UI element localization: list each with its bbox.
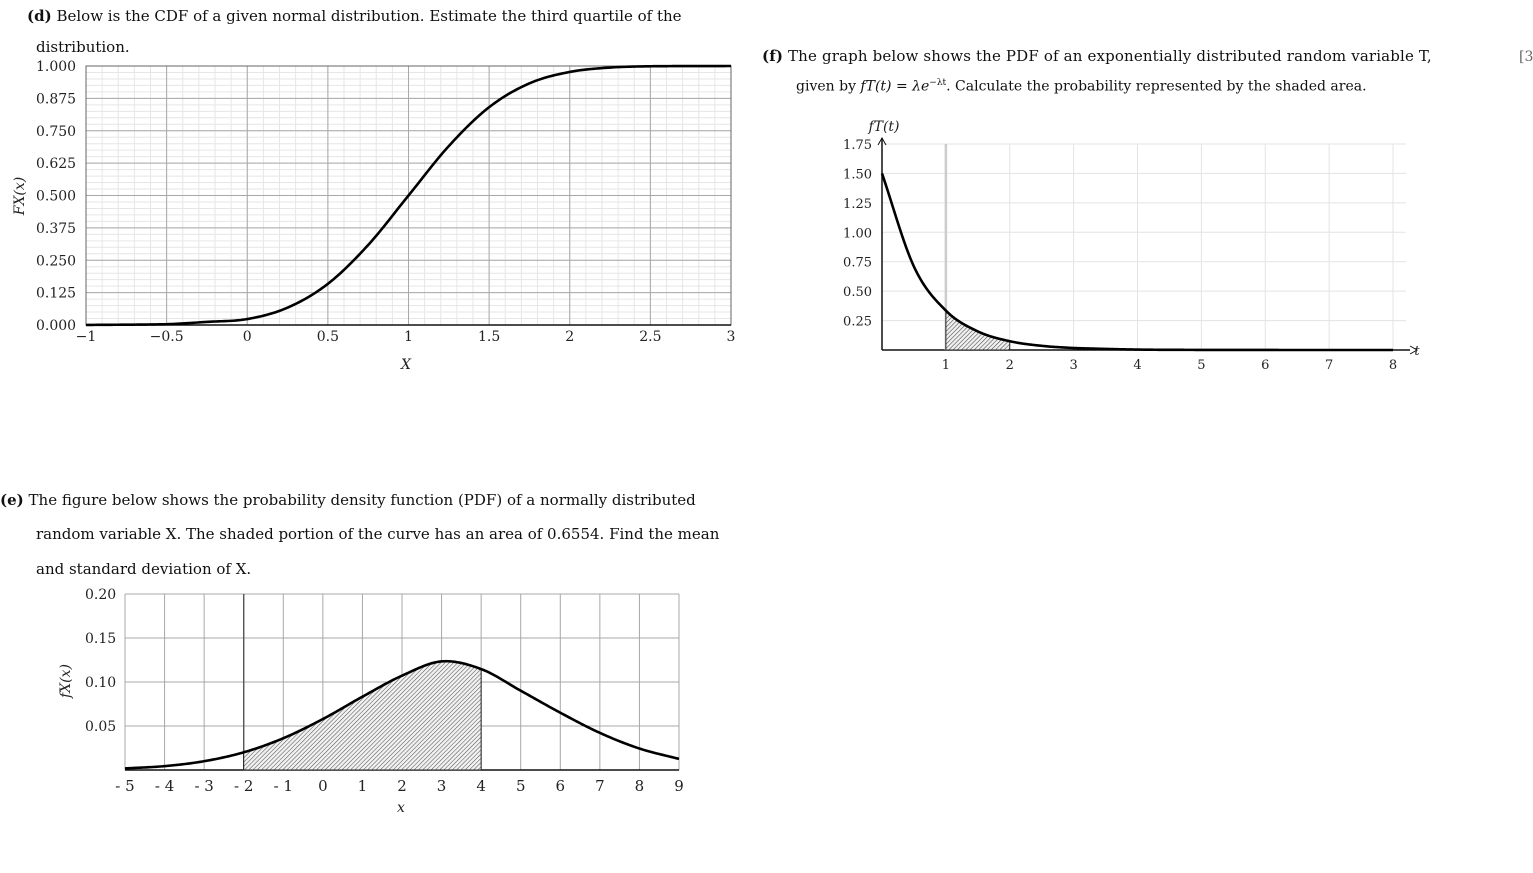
question-f-text1: The graph below shows the PDF of an exponentially distributed random variable T, xyxy=(788,47,1432,65)
normal-y-tick-label: 0.05 xyxy=(85,719,117,735)
exp-x-tick-label: 1 xyxy=(941,358,951,373)
exp-x-tick-label: 7 xyxy=(1324,358,1334,373)
question-f-text2-post: . Calculate the probability represented by the shaded area. xyxy=(946,78,1367,95)
question-f-formula: fT(t) = λe xyxy=(860,78,930,95)
normal-x-tick-label: 9 xyxy=(674,777,684,795)
cdf-x-tick-label: 1.5 xyxy=(477,329,501,345)
question-f-text2-pre: given by xyxy=(796,78,861,95)
exp-x-tick-label: 3 xyxy=(1069,358,1078,373)
normal-x-tick-label: 4 xyxy=(476,777,486,795)
cdf-y-tick-label: 0.625 xyxy=(36,156,77,173)
question-f-formula-exponent: −λt xyxy=(929,78,947,88)
exp-y-tick-label: 0.75 xyxy=(843,255,872,271)
cdf-x-tick-label: 1 xyxy=(404,329,413,345)
question-e-line3: and standard deviation of X. xyxy=(36,560,252,578)
exp-x-tick-label: 8 xyxy=(1388,358,1398,373)
cdf-x-axis-label: X xyxy=(401,357,411,373)
question-d-line2: distribution. xyxy=(36,38,130,56)
normal-x-tick-label: 1 xyxy=(357,777,368,795)
normal-x-tick-label: 0 xyxy=(318,777,328,795)
question-e-text1: The figure below shows the probability density function (PDF) of a normally distributed xyxy=(28,491,696,509)
normal-x-tick-label: 7 xyxy=(595,777,605,795)
cdf-x-tick-label: 3 xyxy=(726,329,736,345)
question-f-label: (f) xyxy=(762,47,784,65)
exp-y-axis-label: fT(t) xyxy=(868,119,900,135)
normal-y-tick-label: 0.10 xyxy=(85,675,117,691)
exp-y-tick-label: 1.75 xyxy=(843,138,872,153)
normal-x-tick-label: 5 xyxy=(515,777,526,795)
question-f-line1-tail: [3 xyxy=(1519,49,1533,65)
exp-y-tick-label: 0.25 xyxy=(843,314,872,330)
cdf-x-tick-label: −1 xyxy=(75,329,97,345)
normal-x-tick-label: - 2 xyxy=(234,777,254,795)
cdf-y-tick-label: 0.375 xyxy=(36,220,77,237)
normal-x-tick-label: - 4 xyxy=(154,777,175,795)
normal-y-axis-label: fX(x) xyxy=(58,664,74,698)
cdf-y-axis-label: FX(x) xyxy=(12,176,28,216)
cdf-y-tick-label: 0.250 xyxy=(36,253,77,270)
exp-x-tick-label: 6 xyxy=(1261,358,1270,373)
cdf-y-tick-label: 0.500 xyxy=(36,188,77,205)
normal-x-tick-label: 8 xyxy=(634,777,645,795)
normal-x-axis-label: x xyxy=(397,800,405,816)
normal-x-tick-label: - 5 xyxy=(115,777,135,795)
cdf-x-tick-label: −0.5 xyxy=(149,329,184,345)
exp-y-tick-label: 0.50 xyxy=(843,285,872,301)
exp-y-tick-label: 1.25 xyxy=(843,196,872,212)
cdf-x-tick-label: 0 xyxy=(242,329,252,345)
cdf-x-tick-label: 2.5 xyxy=(639,329,662,345)
question-e-label: (e) xyxy=(0,491,24,509)
exp-x-tick-label: 2 xyxy=(1005,358,1014,373)
normal-y-tick-label: 0.15 xyxy=(85,631,117,647)
exp-x-tick-label: 4 xyxy=(1133,358,1142,373)
cdf-x-tick-label: 0.5 xyxy=(316,329,340,345)
normal-y-tick-label: 0.20 xyxy=(85,587,117,603)
normal-x-tick-label: 3 xyxy=(436,777,447,795)
cdf-y-tick-label: 0.750 xyxy=(36,123,77,140)
exp-x-axis-label: t xyxy=(1414,344,1420,359)
cdf-y-tick-label: 0.000 xyxy=(36,318,77,334)
cdf-y-tick-label: 0.875 xyxy=(36,91,77,108)
normal-x-tick-label: - 1 xyxy=(273,777,293,795)
normal-x-tick-label: 2 xyxy=(397,777,407,795)
exp-y-tick-label: 1.00 xyxy=(843,226,872,242)
question-d-label: (d) xyxy=(27,7,52,25)
cdf-y-tick-label: 1.000 xyxy=(36,59,77,75)
question-d-text1: Below is the CDF of a given normal distribution. Estimate the third quartile of the xyxy=(56,7,682,25)
exp-y-tick-label: 1.50 xyxy=(843,167,872,183)
question-e-line2: random variable X. The shaded portion of the curve has an area of 0.6554. Find the mean xyxy=(36,525,720,543)
normal-x-tick-label: - 3 xyxy=(194,777,214,795)
cdf-y-tick-label: 0.125 xyxy=(36,285,77,302)
cdf-x-tick-label: 2 xyxy=(565,329,575,345)
normal-x-tick-label: 6 xyxy=(555,777,566,795)
exp-x-tick-label: 5 xyxy=(1197,358,1206,373)
